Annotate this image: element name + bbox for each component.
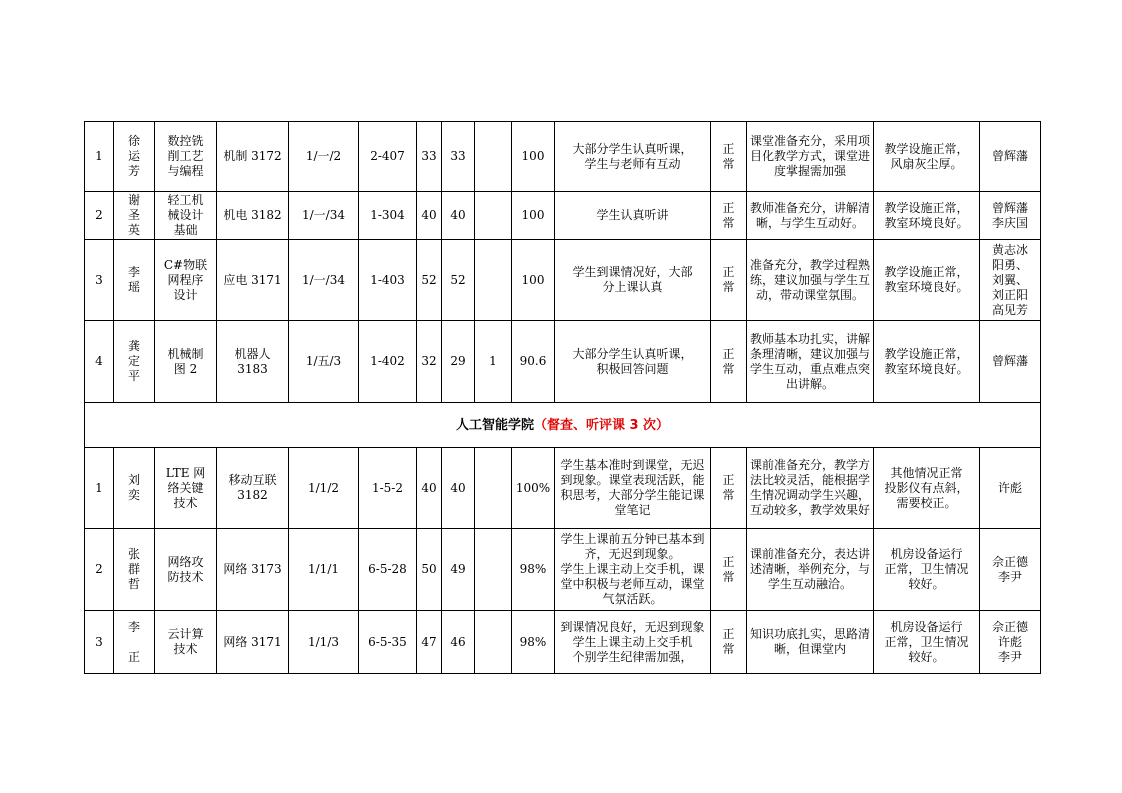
classroom: 2-407 [359, 122, 417, 192]
teacher-name: 李 瑶 [114, 240, 155, 321]
teacher-name: 张 群 哲 [114, 529, 155, 611]
teaching-evaluation: 课前准备充分，表达讲述清晰，举例充分，与学生互动融洽。 [747, 529, 874, 611]
classroom: 6-5-35 [359, 611, 417, 674]
present-count: 46 [442, 611, 475, 674]
study-situation: 大部分学生认真听课， 积极回答问题 [555, 321, 711, 403]
present-count: 49 [442, 529, 475, 611]
course-name: 数控铣 削工艺 与编程 [155, 122, 217, 192]
classroom: 6-5-28 [359, 529, 417, 611]
enrolled-count: 47 [417, 611, 442, 674]
course-name: LTE 网 络关键 技术 [155, 448, 217, 529]
enrolled-count: 52 [417, 240, 442, 321]
absent-count: 1 [475, 321, 512, 403]
attendance-rate: 100 [512, 122, 555, 192]
facility-status: 教学设施正常， 教室环境良好。 [874, 321, 980, 403]
inspection-table [84, 121, 1041, 674]
enrolled-count: 50 [417, 529, 442, 611]
class-order: 正 常 [711, 448, 747, 529]
class-time: 1/1/1 [289, 529, 359, 611]
present-count: 33 [442, 122, 475, 192]
class-time: 1/一/34 [289, 192, 359, 240]
facility-status: 机房设备运行 正常，卫生情况 较好。 [874, 529, 980, 611]
inspector: 黄志冰 阳勇、 刘翼、 刘正阳 高见芳 [980, 240, 1041, 321]
teacher-name: 李 正 [114, 611, 155, 674]
class-name: 机制 3172 [217, 122, 289, 192]
teacher-name: 谢 圣 英 [114, 192, 155, 240]
present-count: 40 [442, 192, 475, 240]
class-name: 网络 3173 [217, 529, 289, 611]
inspector: 佘正德 许彪 李尹 [980, 611, 1041, 674]
study-situation: 大部分学生认真听课， 学生与老师有互动 [555, 122, 711, 192]
class-order: 正 常 [711, 611, 747, 674]
class-order: 正 常 [711, 240, 747, 321]
course-name: 机械制 图 2 [155, 321, 217, 403]
classroom: 1-402 [359, 321, 417, 403]
attendance-rate: 100 [512, 240, 555, 321]
inspector: 曾辉藩 [980, 122, 1041, 192]
row-number: 3 [85, 611, 114, 674]
teacher-name: 刘 奕 [114, 448, 155, 529]
facility-status: 其他情况正常 投影仪有点斜， 需要校正。 [874, 448, 980, 529]
absent-count [475, 240, 512, 321]
table-row [85, 122, 1041, 192]
class-time: 1/五/3 [289, 321, 359, 403]
absent-count [475, 192, 512, 240]
course-name: 网络攻 防技术 [155, 529, 217, 611]
class-name: 机电 3182 [217, 192, 289, 240]
teaching-evaluation: 课前准备充分，教学方法比较灵活，能根据学生情况调动学生兴趣，互动较多，教学效果好 [747, 448, 874, 529]
table-row [85, 240, 1041, 321]
class-time: 1/1/3 [289, 611, 359, 674]
inspector: 许彪 [980, 448, 1041, 529]
row-number: 1 [85, 122, 114, 192]
class-time: 1/一/2 [289, 122, 359, 192]
present-count: 29 [442, 321, 475, 403]
absent-count [475, 611, 512, 674]
table-row [85, 192, 1041, 240]
enrolled-count: 40 [417, 192, 442, 240]
table-row [85, 611, 1041, 674]
table-row [85, 448, 1041, 529]
course-name: 云计算 技术 [155, 611, 217, 674]
teaching-evaluation: 准备充分，教学过程熟练，建议加强与学生互动，带动课堂氛围。 [747, 240, 874, 321]
section-header-row [85, 403, 1041, 448]
attendance-rate: 100% [512, 448, 555, 529]
enrolled-count: 32 [417, 321, 442, 403]
class-time: 1/1/2 [289, 448, 359, 529]
class-order: 正 常 [711, 122, 747, 192]
enrolled-count: 33 [417, 122, 442, 192]
inspector: 曾辉藩 李庆国 [980, 192, 1041, 240]
present-count: 52 [442, 240, 475, 321]
enrolled-count: 40 [417, 448, 442, 529]
study-situation: 学生上课前五分钟已基本到齐，无迟到现象。 学生上课主动上交手机，课堂中积极与老师互动，课堂气氛活跃。 [555, 529, 711, 611]
facility-status: 教学设施正常， 教室环境良好。 [874, 192, 980, 240]
class-name: 机器人 3183 [217, 321, 289, 403]
section-note: （督查、听评课 3 次） [533, 417, 670, 433]
row-number: 2 [85, 529, 114, 611]
absent-count [475, 448, 512, 529]
study-situation: 学生到课情况好，大部 分上课认真 [555, 240, 711, 321]
inspector: 佘正德 李尹 [980, 529, 1041, 611]
facility-status: 机房设备运行 正常，卫生情况 较好。 [874, 611, 980, 674]
teacher-name: 徐 运 芳 [114, 122, 155, 192]
class-name: 移动互联 3182 [217, 448, 289, 529]
facility-status: 教学设施正常， 风扇灰尘厚。 [874, 122, 980, 192]
teaching-evaluation: 教师准备充分，讲解清晰，与学生互动好。 [747, 192, 874, 240]
class-order: 正 常 [711, 529, 747, 611]
attendance-rate: 98% [512, 529, 555, 611]
course-name: C#物联 网程序 设计 [155, 240, 217, 321]
class-name: 应电 3171 [217, 240, 289, 321]
absent-count [475, 122, 512, 192]
class-order: 正 常 [711, 192, 747, 240]
facility-status: 教学设施正常， 教室环境良好。 [874, 240, 980, 321]
classroom: 1-304 [359, 192, 417, 240]
teacher-name: 龚 定 平 [114, 321, 155, 403]
row-number: 2 [85, 192, 114, 240]
row-number: 1 [85, 448, 114, 529]
classroom: 1-403 [359, 240, 417, 321]
section-header [85, 403, 1041, 448]
row-number: 4 [85, 321, 114, 403]
attendance-rate: 98% [512, 611, 555, 674]
study-situation: 学生基本准时到课堂，无迟到现象。课堂表现活跃，能积思考，大部分学生能记课堂笔记 [555, 448, 711, 529]
absent-count [475, 529, 512, 611]
present-count: 40 [442, 448, 475, 529]
inspector: 曾辉藩 [980, 321, 1041, 403]
course-name: 轻工机 械设计 基础 [155, 192, 217, 240]
teaching-evaluation: 课堂准备充分，采用项目化教学方式，课堂进度掌握需加强 [747, 122, 874, 192]
attendance-rate: 100 [512, 192, 555, 240]
class-order: 正 常 [711, 321, 747, 403]
attendance-rate: 90.6 [512, 321, 555, 403]
classroom: 1-5-2 [359, 448, 417, 529]
teaching-evaluation: 知识功底扎实，思路清晰，但课堂内 [747, 611, 874, 674]
study-situation: 学生认真听讲 [555, 192, 711, 240]
teaching-evaluation: 教师基本功扎实，讲解条理清晰，建议加强与学生互动，重点难点突出讲解。 [747, 321, 874, 403]
class-name: 网络 3171 [217, 611, 289, 674]
row-number: 3 [85, 240, 114, 321]
class-time: 1/一/34 [289, 240, 359, 321]
table-row [85, 321, 1041, 403]
study-situation: 到课情况良好，无迟到现象 学生上课主动上交手机 个别学生纪律需加强， [555, 611, 711, 674]
college-name: 人工智能学院 [455, 417, 534, 433]
table-row [85, 529, 1041, 611]
